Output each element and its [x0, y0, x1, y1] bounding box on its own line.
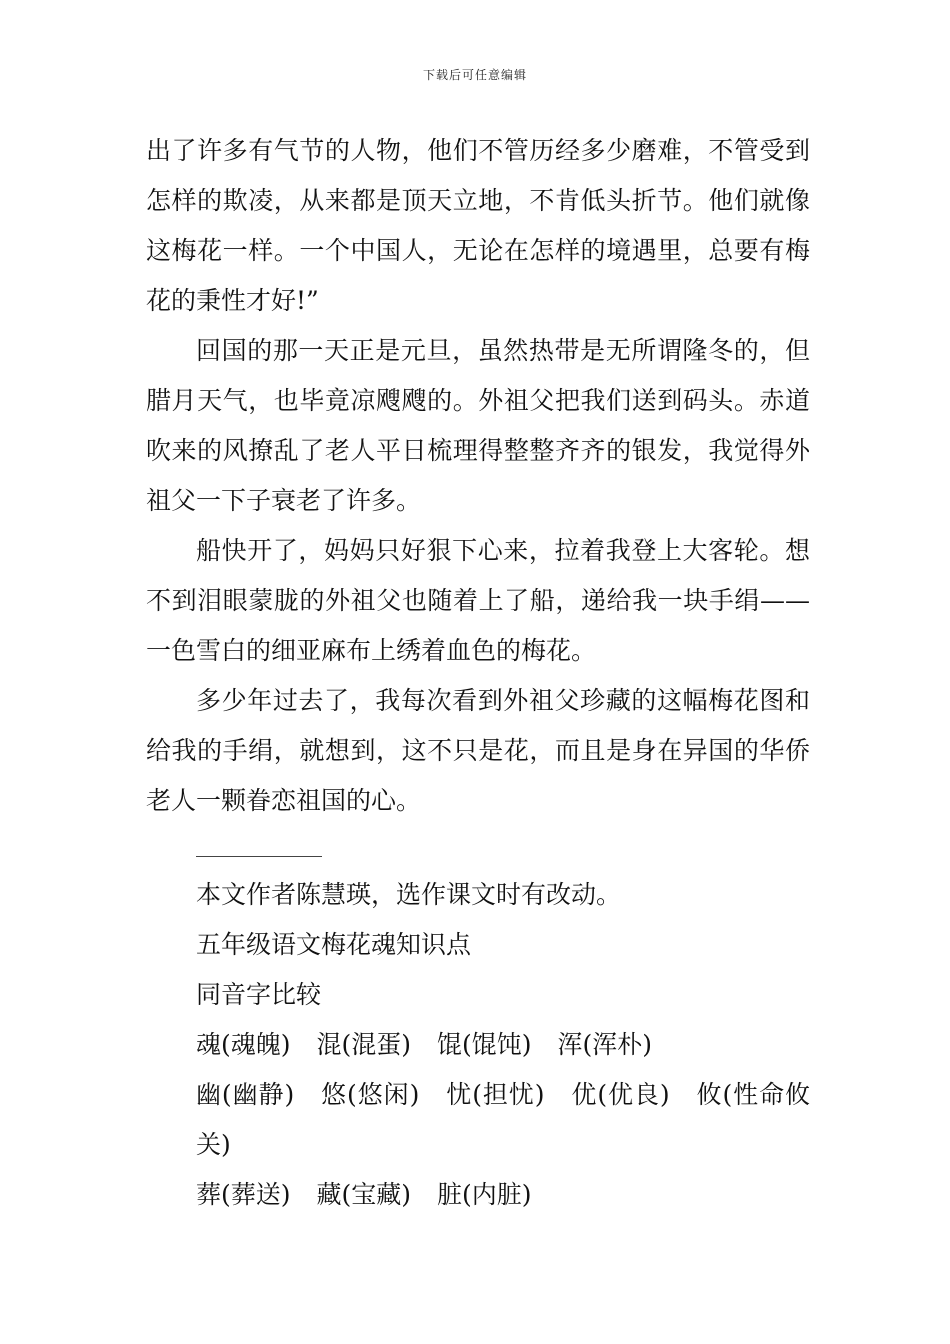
- homophone-item: 馄(馄饨): [437, 1030, 532, 1059]
- paragraph-4: 多少年过去了，我每次看到外祖父珍藏的这幅梅花图和给我的手绢，就想到，这不只是花，而且是身在异国的华侨老人一颗眷恋祖国的心。: [146, 686, 810, 815]
- footnote-divider: [196, 856, 322, 857]
- homophone-item: 攸(性命攸关): [196, 1080, 810, 1159]
- homophone-item: 优(优良): [570, 1080, 670, 1109]
- section-title: 五年级语文梅花魂知识点: [196, 930, 472, 959]
- paragraph-3: 船快开了，妈妈只好狠下心来，拉着我登上大客轮。想不到泪眼蒙胧的外祖父也随着上了船，递给我一块手绢——一色雪白的细亚麻布上绣着血色的梅花。: [146, 536, 810, 665]
- homophone-item: 悠(悠闲): [320, 1080, 420, 1109]
- paragraph-2: 回国的那一天正是元旦，虽然热带是无所谓隆冬的，但腊月天气，也毕竟凉飕飕的。外祖父把我们送到码头。赤道吹来的风撩乱了老人平日梳理得整整齐齐的银发，我觉得外祖父一下子衰老了许多。: [146, 336, 810, 515]
- homophone-item: 幽(幽静): [196, 1080, 295, 1109]
- author-note: 本文作者陈慧瑛，选作课文时有改动。: [196, 880, 622, 909]
- homophone-item: 脏(内脏): [437, 1180, 532, 1209]
- document-body: [146, 126, 810, 1220]
- subsection-title: 同音字比较: [196, 980, 322, 1009]
- homophone-item: 魂(魂魄): [196, 1030, 291, 1059]
- homophone-row-2: [146, 1070, 810, 1170]
- notes-section: [146, 870, 810, 1220]
- paragraph-1: 出了许多有气节的人物，他们不管历经多少磨难，不管受到怎样的欺凌，从来都是顶天立地，不肯低头折节。他们就像这梅花一样。一个中国人，无论在怎样的境遇里，总要有梅花的秉性才好!”: [146, 136, 810, 315]
- page-header: 下载后可任意编辑: [422, 68, 527, 82]
- homophone-row-3: [146, 1170, 810, 1220]
- homophone-item: 混(混蛋): [316, 1030, 412, 1059]
- homophone-item: 葬(葬送): [196, 1180, 291, 1209]
- homophone-item: 忧(担忧): [445, 1080, 545, 1109]
- homophone-item: 藏(宝藏): [316, 1180, 412, 1209]
- homophone-item: 浑(浑朴): [557, 1030, 653, 1059]
- homophone-row-1: [146, 1020, 810, 1070]
